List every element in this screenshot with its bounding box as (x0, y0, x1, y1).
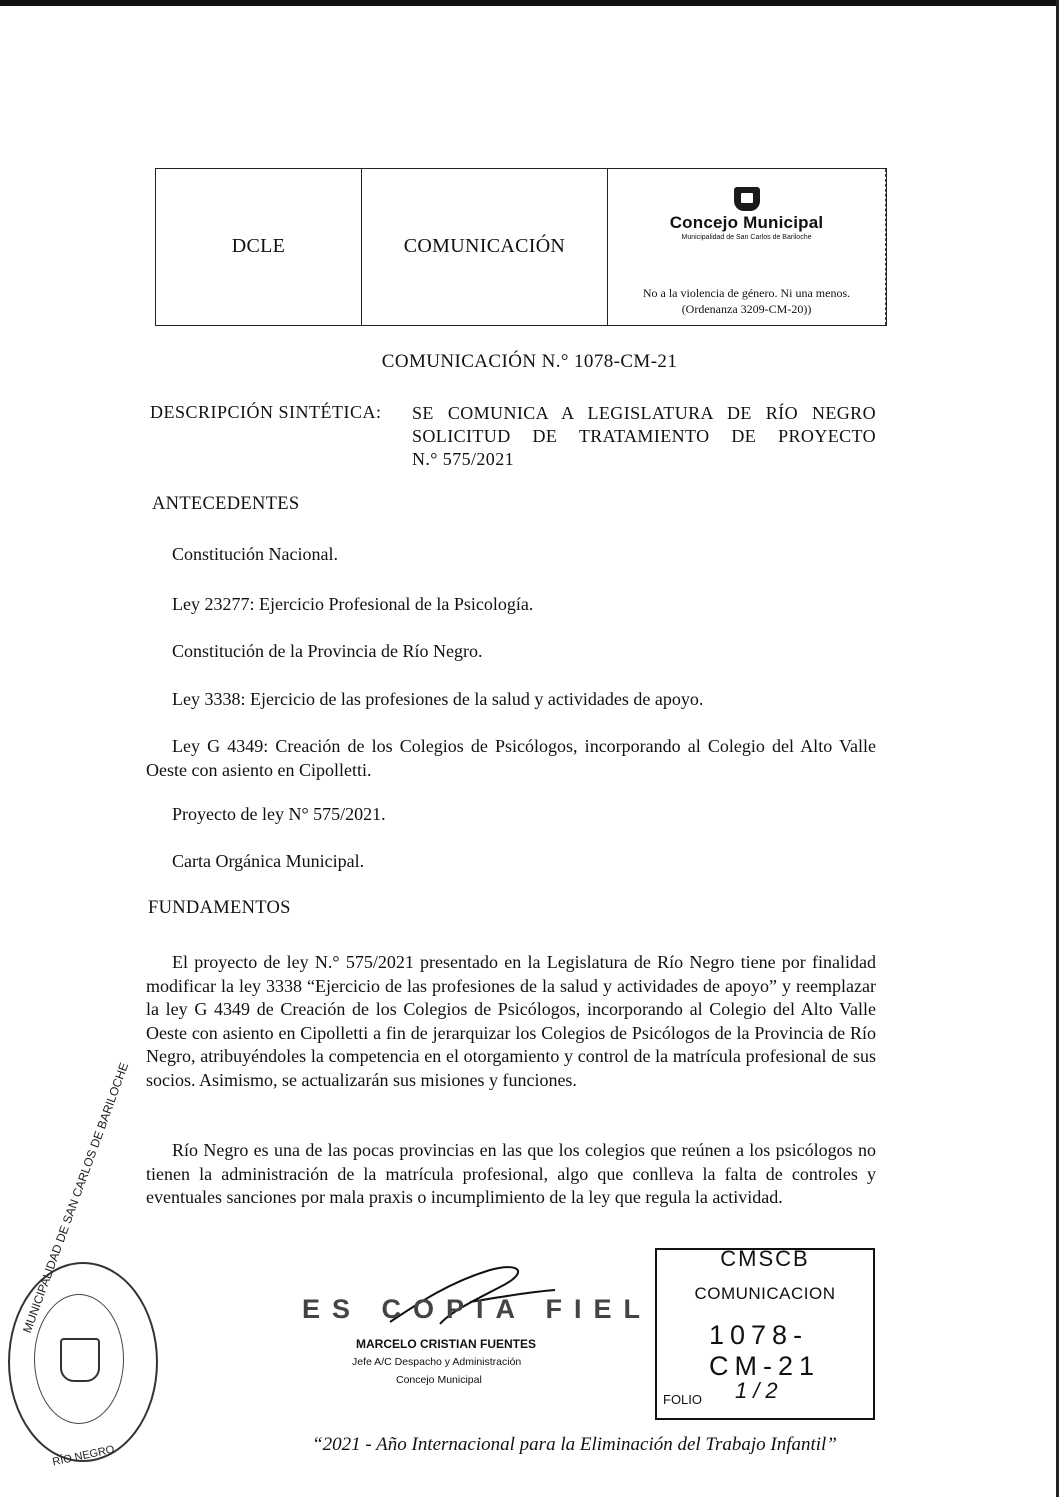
header-table (155, 168, 887, 326)
registry-number: 1078-CM-21 (709, 1320, 821, 1381)
registry-org: CMSCB (720, 1246, 810, 1271)
signer-organization: Concejo Municipal (396, 1374, 482, 1386)
seal-emblem-icon (60, 1338, 100, 1382)
description-label: DESCRIPCIÓN SINTÉTICA: (150, 402, 382, 422)
fundamentos-paragraph: Río Negro es una de las pocas provincias en las que los colegios que reúnen a los psicólogos no tienen la administración de la matrícula profesional, algo que conlleva la falta de controles y eventuales sanciones por mala praxis o incumplimiento de la ley que regula la actividad. (146, 1140, 876, 1207)
folio-label: FOLIO (663, 1392, 703, 1407)
registry-stamp (655, 1248, 875, 1420)
folio-value: 1/2 (735, 1378, 784, 1403)
motto (608, 285, 885, 317)
motto-line-2: (Ordenanza 3209-CM-20)) (681, 302, 812, 316)
coat-of-arms-icon (734, 187, 760, 211)
registry-type: COMUNICACION (694, 1284, 836, 1303)
description-line-1: SE COMUNICA A LEGISLATURA DE RÍO NEGRO (412, 403, 876, 423)
header-cell-doctype (362, 169, 608, 325)
antecedente-item: Ley 23277: Ejercicio Profesional de la Psicología. (172, 594, 534, 614)
footer-motto: “2021 - Año Internacional para la Eliminación del Trabajo Infantil” (312, 1434, 837, 1455)
antecedente-item: Ley 3338: Ejercicio de las profesiones de la salud y actividades de apoyo. (172, 689, 704, 709)
description-body (412, 402, 876, 471)
fundamentos-paragraph: El proyecto de ley N.° 575/2021 presentado en la Legislatura de Río Negro tiene por finalidad modificar la ley 3338 “Ejercicio de las profesiones de la salud y actividades de apoyo” y reemplazar la ley G 4349 de Creación de los Colegios de Psicólogos, incorporando al Colegio del Alto Valle Oeste con asiento en Cipolletti a fin de jerarquizar los Colegios de Psicólogos de la Provincia de Río Negro, atribuyéndoles la competencia en el otorgamiento y control de la matrícula profesional de sus socios. Asimismo, se actualizarán sus misiones y funciones. (146, 952, 876, 1090)
document-title: COMUNICACIÓN N.° 1078-CM-21 (381, 351, 678, 372)
description-line-3: N.° 575/2021 (412, 449, 514, 469)
antecedente-item: Carta Orgánica Municipal. (172, 851, 365, 871)
fundamentos-heading: FUNDAMENTOS (148, 898, 291, 918)
scan-top-border (0, 0, 1059, 6)
antecedente-item: Ley G 4349: Creación de los Colegios de Psicólogos, incorporando al Colegio del Alto Valle Oeste con asiento en Cipolletti. (146, 736, 876, 780)
seal-ring-text: MUNICIPALIDAD DE SAN CARLOS DE BARILOCHE (20, 1060, 132, 1335)
logo-name: Concejo Municipal (669, 213, 824, 232)
antecedentes-heading: ANTECEDENTES (152, 494, 300, 514)
antecedente-item: Constitución Nacional. (172, 544, 338, 564)
antecedente-item: Constitución de la Provincia de Río Negro. (172, 641, 483, 661)
header-cell-logo (608, 169, 886, 325)
concejo-logo (608, 187, 885, 241)
antecedente-item: Proyecto de ley N° 575/2021. (172, 804, 386, 824)
certified-copy-stamp: ES COPIA FIEL (302, 1294, 653, 1324)
description-line-2: SOLICITUD DE TRATAMIENTO DE PROYECTO (412, 426, 876, 446)
document-type: COMUNICACIÓN (403, 235, 566, 257)
motto-line-1: No a la violencia de género. Ni una menos. (642, 286, 851, 300)
signer-name: MARCELO CRISTIAN FUENTES (356, 1337, 536, 1351)
header-cell-department (156, 169, 362, 325)
seal-bottom-text: RÍO NEGRO (51, 1443, 116, 1469)
logo-subtitle: Municipalidad de San Carlos de Bariloche (681, 234, 812, 241)
department-code: DCLE (231, 235, 286, 257)
signer-role: Jefe A/C Despacho y Administración (352, 1356, 522, 1368)
